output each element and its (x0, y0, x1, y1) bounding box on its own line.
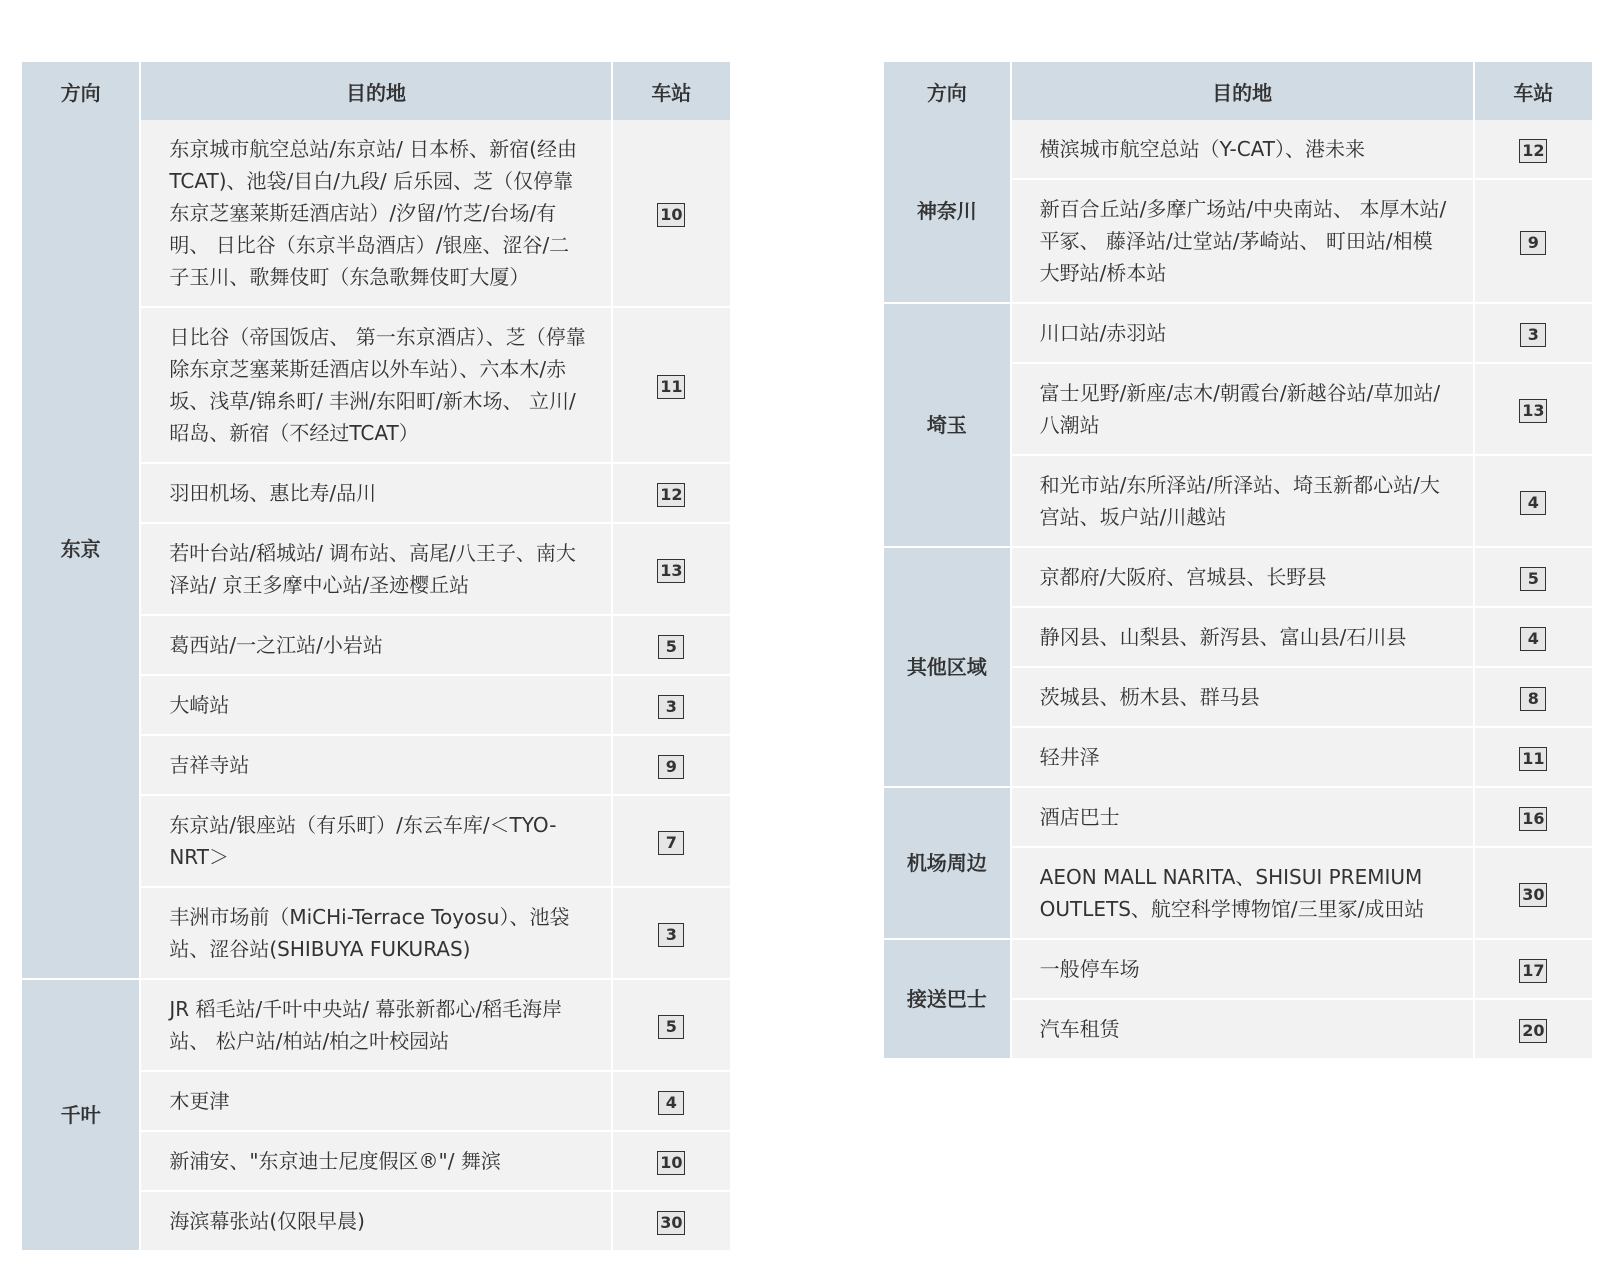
table-row (884, 787, 1592, 847)
stop-cell (612, 675, 730, 735)
direction-cell: 埼玉 (884, 303, 1011, 547)
stop-cell (1474, 667, 1592, 727)
table-row (22, 979, 730, 1071)
destination-cell: 日比谷（帝国饭店、 第一东京酒店）、芝（停靠除东京芝塞莱斯廷酒店以外车站）、六本木/赤坂、浅草/锦糸町/ 丰洲/东阳町/新木场、 立川/昭岛、新宿（不经过TCAT） (140, 307, 611, 463)
stop-cell (1474, 787, 1592, 847)
destination-cell: 若叶台站/稻城站/ 调布站、高尾/八王子、南大泽站/ 京王多摩中心站/圣迹樱丘站 (140, 523, 611, 615)
destination-cell: 东京城市航空总站/东京站/ 日本桥、新宿(经由TCAT)、池袋/目白/九段/ 后乐园、芝（仅停靠东京芝塞莱斯廷酒店站）/汐留/竹芝/台场/有明、 日比谷（东京半岛酒店）/银座、涩谷/二子玉川、歌舞伎町（东急歌舞伎町大厦） (140, 120, 611, 307)
stop-cell (612, 120, 730, 307)
destination-cell: 羽田机场、惠比寿/品川 (140, 463, 611, 523)
stop-cell (612, 307, 730, 463)
stop-cell (612, 463, 730, 523)
stop-cell (1474, 847, 1592, 939)
stop-cell (1474, 727, 1592, 787)
stop-cell (612, 615, 730, 675)
stop-number-badge: 11 (1519, 747, 1547, 771)
direction-cell: 机场周边 (884, 787, 1011, 939)
destination-cell: JR 稻毛站/千叶中央站/ 幕张新都心/稻毛海岸站、 松户站/柏站/柏之叶校园站 (140, 979, 611, 1071)
header-row (884, 62, 1592, 120)
stop-cell (612, 1131, 730, 1191)
stop-number-badge: 4 (1520, 491, 1546, 515)
stop-cell (1474, 999, 1592, 1059)
table-row (884, 120, 1592, 179)
stop-cell (1474, 547, 1592, 607)
stop-number-badge: 7 (658, 831, 684, 855)
stop-number-badge: 5 (658, 1015, 684, 1039)
stop-number-badge: 5 (658, 635, 684, 659)
destination-cell: 酒店巴士 (1011, 787, 1474, 847)
destination-cell: 新百合丘站/多摩广场站/中央南站、 本厚木站/平冢、 藤泽站/辻堂站/茅崎站、 町田站/相模大野站/桥本站 (1011, 179, 1474, 303)
destination-cell: 吉祥寺站 (140, 735, 611, 795)
header-destination: 目的地 (140, 62, 611, 120)
stop-cell (1474, 455, 1592, 547)
stop-cell (1474, 607, 1592, 667)
header-stop: 车站 (1474, 62, 1592, 120)
stop-cell (612, 795, 730, 887)
stop-number-badge: 30 (1519, 883, 1547, 907)
destination-cell: 大崎站 (140, 675, 611, 735)
stop-number-badge: 3 (658, 695, 684, 719)
stop-number-badge: 20 (1519, 1019, 1547, 1043)
table-row (884, 303, 1592, 363)
stop-number-badge: 8 (1520, 687, 1546, 711)
stop-cell (612, 523, 730, 615)
destination-cell: 汽车租赁 (1011, 999, 1474, 1059)
table-row (884, 547, 1592, 607)
stop-number-badge: 9 (1520, 231, 1546, 255)
header-stop: 车站 (612, 62, 730, 120)
stop-number-badge: 12 (657, 483, 685, 507)
destination-cell: 丰洲市场前（MiCHi-Terrace Toyosu）、池袋站、涩谷站(SHIBUYA FUKURAS) (140, 887, 611, 979)
stop-number-badge: 3 (1520, 323, 1546, 347)
stop-cell (1474, 363, 1592, 455)
stop-number-badge: 30 (657, 1211, 685, 1235)
left-destination-table (22, 62, 730, 1252)
stop-cell (1474, 179, 1592, 303)
stop-cell (1474, 939, 1592, 999)
direction-cell: 神奈川 (884, 120, 1011, 303)
stop-number-badge: 11 (657, 375, 685, 399)
direction-cell: 接送巴士 (884, 939, 1011, 1059)
destination-cell: 轻井泽 (1011, 727, 1474, 787)
stop-cell (1474, 120, 1592, 179)
stop-number-badge: 12 (1519, 139, 1547, 163)
stop-number-badge: 17 (1519, 959, 1547, 983)
destination-cell: 茨城县、枥木县、群马县 (1011, 667, 1474, 727)
stop-cell (612, 1191, 730, 1251)
destination-cell: 和光市站/东所泽站/所泽站、埼玉新都心站/大宫站、坂户站/川越站 (1011, 455, 1474, 547)
header-direction: 方向 (22, 62, 140, 120)
direction-cell: 千叶 (22, 979, 140, 1251)
destination-cell: 新浦安、"东京迪士尼度假区®"/ 舞滨 (140, 1131, 611, 1191)
destination-cell: AEON MALL NARITA、SHISUI PREMIUM OUTLETS、航空科学博物馆/三里冢/成田站 (1011, 847, 1474, 939)
destination-cell: 东京站/银座站（有乐町）/东云车库/＜TYO-NRT＞ (140, 795, 611, 887)
direction-cell: 其他区域 (884, 547, 1011, 787)
stop-number-badge: 10 (657, 1151, 685, 1175)
destination-cell: 富士见野/新座/志木/朝霞台/新越谷站/草加站/八潮站 (1011, 363, 1474, 455)
right-destination-table (884, 62, 1592, 1060)
table-row (884, 939, 1592, 999)
stop-number-badge: 16 (1519, 807, 1547, 831)
stop-number-badge: 9 (658, 755, 684, 779)
stop-number-badge: 13 (657, 559, 685, 583)
stop-number-badge: 13 (1519, 399, 1547, 423)
stop-cell (612, 1071, 730, 1131)
header-direction: 方向 (884, 62, 1011, 120)
destination-cell: 静冈县、山梨县、新泻县、富山县/石川县 (1011, 607, 1474, 667)
stop-number-badge: 4 (658, 1091, 684, 1115)
destination-cell: 木更津 (140, 1071, 611, 1131)
stop-number-badge: 5 (1520, 567, 1546, 591)
stop-cell (612, 887, 730, 979)
destination-cell: 川口站/赤羽站 (1011, 303, 1474, 363)
table-row (22, 120, 730, 307)
destination-cell: 京都府/大阪府、宫城县、长野县 (1011, 547, 1474, 607)
destination-cell: 海滨幕张站(仅限早晨) (140, 1191, 611, 1251)
destination-cell: 横滨城市航空总站（Y-CAT）、港未来 (1011, 120, 1474, 179)
header-destination: 目的地 (1011, 62, 1474, 120)
stop-cell (612, 979, 730, 1071)
stop-cell (612, 735, 730, 795)
header-row (22, 62, 730, 120)
destination-cell: 葛西站/一之江站/小岩站 (140, 615, 611, 675)
stop-cell (1474, 303, 1592, 363)
stop-number-badge: 10 (657, 203, 685, 227)
stop-number-badge: 3 (658, 923, 684, 947)
direction-cell: 东京 (22, 120, 140, 979)
stop-number-badge: 4 (1520, 627, 1546, 651)
destination-cell: 一般停车场 (1011, 939, 1474, 999)
